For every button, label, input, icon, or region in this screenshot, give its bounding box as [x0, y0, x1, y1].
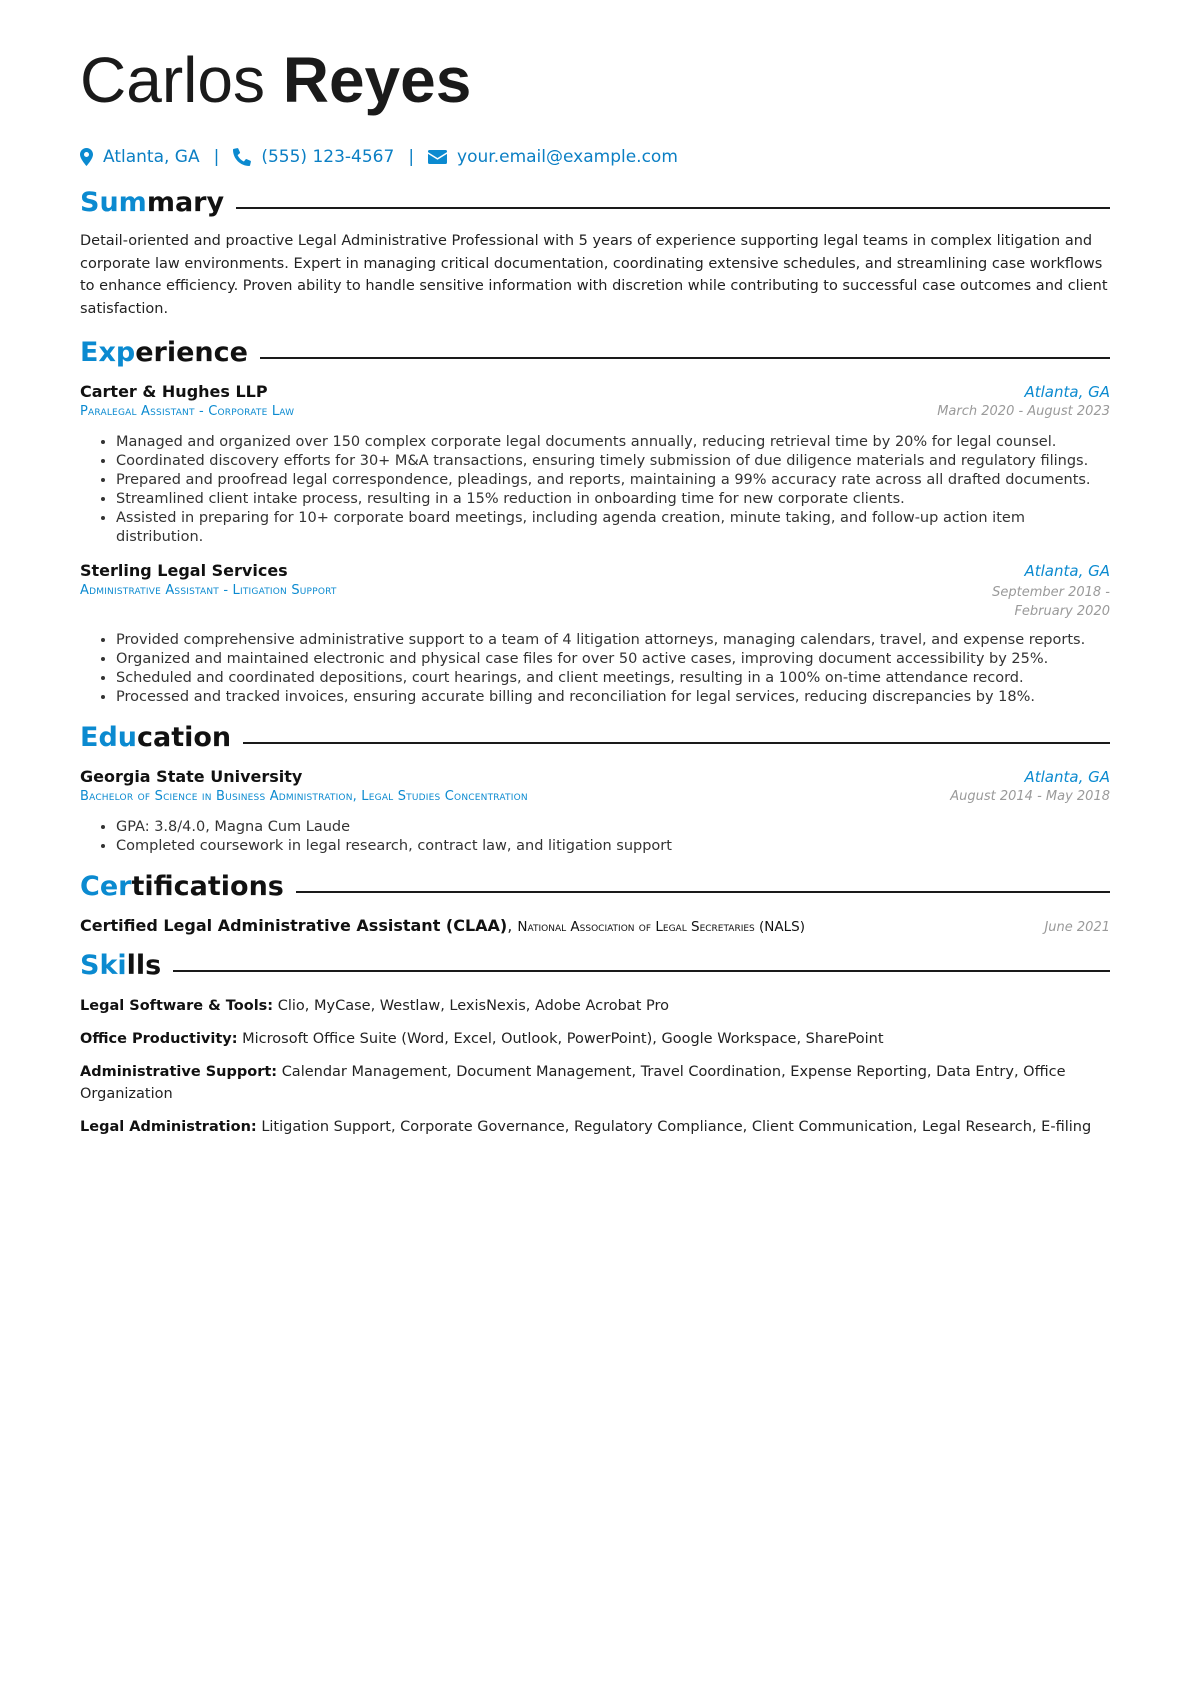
contact-line	[80, 144, 1110, 170]
phone-text: (555) 123-4567	[261, 147, 395, 167]
skill-value: Microsoft Office Suite (Word, Excel, Outlook, PowerPoint), Google Workspace, SharePoint	[242, 1031, 884, 1047]
job-bullets	[80, 631, 1110, 707]
title-highlight: Ski	[80, 950, 127, 981]
list-item: • Completed coursework in legal research, contract law, and litigation support	[116, 837, 1110, 856]
skill-label: Legal Software & Tools:	[80, 998, 274, 1014]
experience-entry	[80, 561, 1110, 707]
section-title-certifications	[80, 866, 1110, 902]
list-item: • Organized and maintained electronic and physical case files for over 50 active cases, improving document accessibility by 25%.	[116, 650, 1110, 669]
section-rule	[260, 357, 1110, 359]
job-role: Paralegal Assistant - Corporate Law	[80, 404, 295, 419]
skill-label: Administrative Support:	[80, 1064, 278, 1080]
title-rest: tifications	[131, 871, 284, 902]
certification-name: Certified Legal Administrative Assistant (CLAA)	[80, 916, 508, 935]
last-name: Reyes	[282, 44, 472, 116]
section-rule	[173, 970, 1110, 972]
title-rest: lls	[126, 950, 162, 981]
certification-separator: ,	[507, 916, 513, 935]
section-title-education	[80, 717, 1110, 753]
job-bullets	[80, 433, 1110, 547]
skill-label: Office Productivity:	[80, 1031, 238, 1047]
list-item: • Processed and tracked invoices, ensuring accurate billing and reconciliation for legal services, reducing discrepancies by 18%.	[116, 688, 1110, 707]
company-name: Carter & Hughes LLP	[80, 382, 268, 401]
education-bullets	[80, 818, 1110, 856]
skill-value: Clio, MyCase, Westlaw, LexisNexis, Adobe Acrobat Pro	[277, 998, 669, 1014]
contact-separator: |	[408, 147, 415, 167]
skill-value: Litigation Support, Corporate Governance, Regulatory Compliance, Client Communication, Legal Research, E-filing	[261, 1119, 1092, 1135]
list-item: • GPA: 3.8/4.0, Magna Cum Laude	[116, 818, 1110, 837]
list-item: • Managed and organized over 150 complex corporate legal documents annually, reducing retrieval time by 20% for legal counsel.	[116, 433, 1110, 452]
phone-icon	[233, 148, 251, 166]
education-dates: August 2014 - May 2018	[950, 789, 1110, 804]
section-rule	[236, 207, 1110, 209]
section-title-experience	[80, 332, 1110, 368]
section-rule	[296, 891, 1110, 893]
title-highlight: Exp	[80, 337, 136, 368]
job-dates: September 2018 - February 2020	[992, 585, 1110, 619]
title-rest: mary	[146, 187, 225, 218]
contact-phone[interactable]	[233, 147, 394, 167]
list-item: • Streamlined client intake process, resulting in a 15% reduction in onboarding time for new corporate clients.	[116, 490, 1110, 509]
job-role: Administrative Assistant - Litigation Support	[80, 583, 337, 598]
job-dates: March 2020 - August 2023	[937, 404, 1110, 419]
section-title-summary	[80, 182, 1110, 218]
list-item: • Assisted in preparing for 10+ corporate board meetings, including agenda creation, minute taking, and follow-up action item distribution.	[116, 509, 1110, 547]
title-highlight: Cer	[80, 871, 132, 902]
candidate-name	[80, 40, 1110, 120]
list-item: • Prepared and proofread legal correspondence, pleadings, and reports, maintaining a 99% accuracy rate across all drafted documents.	[116, 471, 1110, 490]
job-location: Atlanta, GA	[1024, 562, 1110, 580]
location-text: Atlanta, GA	[103, 147, 200, 167]
certification-date: June 2021	[1044, 920, 1110, 935]
summary-text: Detail-oriented and proactive Legal Administrative Professional with 5 years of experience supporting legal teams in complex litigation and corporate law environments. Expert in managing critical documentation, coordinating extensive schedules, and streamlining case workflows to enhance efficiency. Proven ability to handle sensitive information with discretion while contributing to successful case outcomes and client satisfaction.	[80, 233, 1108, 317]
school-location: Atlanta, GA	[1024, 768, 1110, 786]
list-item: • Coordinated discovery efforts for 30+ M&A transactions, ensuring timely submission of due diligence materials and regulatory filings.	[116, 452, 1110, 471]
section-title-skills	[80, 945, 1110, 981]
experience-entry	[80, 382, 1110, 547]
title-rest: erience	[135, 337, 248, 368]
contact-location	[80, 147, 200, 167]
skill-value: Calendar Management, Document Management, Travel Coordination, Expense Reporting, Data Entry, Office Organization	[80, 1064, 1066, 1102]
title-highlight: Edu	[80, 722, 137, 753]
map-pin-icon	[80, 148, 93, 166]
envelope-icon	[428, 150, 447, 164]
contact-email[interactable]	[428, 147, 678, 167]
skill-label: Legal Administration:	[80, 1119, 257, 1135]
title-rest: cation	[137, 722, 232, 753]
contact-separator: |	[213, 147, 220, 167]
skill-line	[80, 995, 1110, 1017]
title-highlight: Sum	[80, 187, 147, 218]
certification-org: National Association of Legal Secretaries (NALS)	[517, 919, 805, 935]
email-text: your.email@example.com	[457, 147, 678, 167]
education-entry	[80, 767, 1110, 856]
section-rule	[243, 742, 1110, 744]
degree: Bachelor of Science in Business Administration, Legal Studies Concentration	[80, 789, 528, 804]
first-name: Carlos	[80, 44, 265, 116]
school-name: Georgia State University	[80, 767, 303, 786]
skill-line	[80, 1028, 1110, 1050]
company-name: Sterling Legal Services	[80, 561, 288, 580]
skills-list	[80, 995, 1110, 1138]
list-item: • Provided comprehensive administrative support to a team of 4 litigation attorneys, managing calendars, travel, and expense reports.	[116, 631, 1110, 650]
skill-line	[80, 1116, 1110, 1138]
certification-item	[80, 916, 1110, 935]
skill-line	[80, 1061, 1110, 1105]
list-item: • Scheduled and coordinated depositions, court hearings, and client meetings, resulting in a 100% on-time attendance record.	[116, 669, 1110, 688]
job-location: Atlanta, GA	[1024, 383, 1110, 401]
